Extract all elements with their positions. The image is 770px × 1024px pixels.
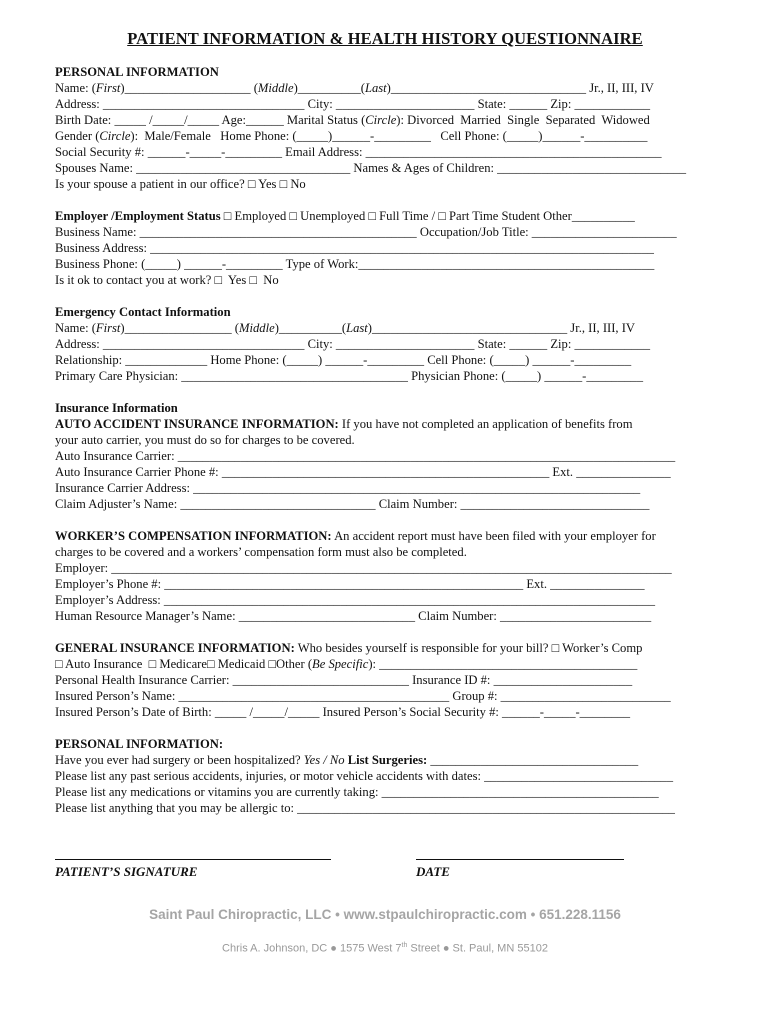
- spouse-patient-row[interactable]: Is your spouse a patient in our office? □ Yes □ No: [55, 177, 306, 191]
- general-insurance-intro[interactable]: GENERAL INSURANCE INFORMATION: Who besides yourself is responsible for your bill? □ Worker’s Comp: [55, 641, 643, 655]
- auto-carrier-phone-row[interactable]: Auto Insurance Carrier Phone #: ____________________________________________________ Ext. _______________: [55, 465, 671, 479]
- medications-row[interactable]: Please list any medications or vitamins you are currently taking: ____________________________________________: [55, 785, 659, 799]
- footer-clinic-info: Saint Paul Chiropractic, LLC • www.stpaulchiropractic.com • 651.228.1156: [149, 907, 621, 922]
- hr-manager-row[interactable]: Human Resource Manager’s Name: ____________________________ Claim Number: ________________________: [55, 609, 652, 623]
- emergency-name-row[interactable]: Name: (First)_________________ (Middle)__________(Last)_______________________________ Jr., II, III, IV: [55, 321, 636, 335]
- insured-dob-row[interactable]: Insured Person’s Date of Birth: _____ /_____/_____ Insured Person’s Social Security #: ______-_____-________: [55, 705, 631, 719]
- form-title: PATIENT INFORMATION & HEALTH HISTORY QUESTIONNAIRE: [127, 29, 643, 48]
- auto-insurance-intro-2: your auto carrier, you must do so for charges to be covered.: [55, 433, 355, 447]
- insured-name-row[interactable]: Insured Person’s Name: ___________________________________________ Group #: ___________________________: [55, 689, 671, 703]
- section-heading-personal: PERSONAL INFORMATION: [55, 65, 219, 79]
- employer-address-row[interactable]: Employer’s Address: ______________________________________________________________________________: [55, 593, 656, 607]
- business-phone-row[interactable]: Business Phone: (_____) ______-_________ Type of Work:_______________________________________________: [55, 257, 655, 271]
- section-heading-insurance: Insurance Information: [55, 401, 178, 415]
- health-carrier-row[interactable]: Personal Health Insurance Carrier: ____________________________ Insurance ID #: ______________________: [55, 673, 633, 687]
- accidents-row[interactable]: Please list any past serious accidents, injuries, or motor vehicle accidents with dates: ______________________________: [55, 769, 674, 783]
- spouse-children-row[interactable]: Spouses Name: __________________________________ Names & Ages of Children: ______________________________: [55, 161, 687, 175]
- insurance-type-row[interactable]: □ Auto Insurance □ Medicare□ Medicaid □Other (Be Specific): _________________________________________: [55, 657, 638, 671]
- date-line[interactable]: [416, 859, 624, 860]
- emergency-address-row[interactable]: Address: ________________________________ City: ______________________ State: ______ Zip: ____________: [55, 337, 651, 351]
- contact-at-work-row[interactable]: Is it ok to contact you at work? □ Yes □ No: [55, 273, 279, 287]
- patient-signature-label: PATIENT’S SIGNATURE: [55, 864, 198, 879]
- gender-phone-row[interactable]: Gender (Circle): Male/Female Home Phone: (_____)______-_________ Cell Phone: (_____)______-__________: [55, 129, 648, 143]
- bullet-icon: ●: [439, 942, 453, 955]
- ssn-email-row[interactable]: Social Security #: ______-_____-_________ Email Address: _______________________________________________: [55, 145, 662, 159]
- address-row[interactable]: Address: ________________________________ City: ______________________ State: ______ Zip: ____________: [55, 97, 651, 111]
- employer-row[interactable]: Employer: _________________________________________________________________________________________: [55, 561, 672, 575]
- physician-row[interactable]: Primary Care Physician: ____________________________________ Physician Phone: (_____) ______-_________: [55, 369, 644, 383]
- name-row[interactable]: Name: (First)____________________ (Middle)__________(Last)_______________________________ Jr., II, III, IV: [55, 81, 654, 95]
- auto-carrier-row[interactable]: Auto Insurance Carrier: _______________________________________________________________________________: [55, 449, 676, 463]
- section-heading-emergency: Emergency Contact Information: [55, 305, 231, 319]
- patient-signature-line[interactable]: [55, 859, 331, 860]
- workers-comp-intro: WORKER’S COMPENSATION INFORMATION: An accident report must have been filed with your employer for: [55, 529, 656, 543]
- section-heading-history: PERSONAL INFORMATION:: [55, 737, 224, 751]
- bullet-icon: ●: [327, 942, 340, 955]
- employer-phone-row[interactable]: Employer’s Phone #: _________________________________________________________ Ext. _______________: [55, 577, 645, 591]
- birth-marital-row[interactable]: Birth Date: _____ /_____/_____ Age:______ Marital Status (Circle): Divorced Married Single Separated Widowed: [55, 113, 650, 127]
- emergency-relationship-row[interactable]: Relationship: _____________ Home Phone: (_____) ______-_________ Cell Phone: (_____) ______-_________: [55, 353, 632, 367]
- business-address-row[interactable]: Business Address: ________________________________________________________________________________: [55, 241, 654, 255]
- allergies-row[interactable]: Please list anything that you may be allergic to: ____________________________________________________________: [55, 801, 675, 815]
- carrier-address-row[interactable]: Insurance Carrier Address: _______________________________________________________________________: [55, 481, 641, 495]
- business-name-row[interactable]: Business Name: ____________________________________________ Occupation/Job Title: _______________________: [55, 225, 677, 239]
- date-label: DATE: [416, 864, 450, 879]
- auto-insurance-intro: AUTO ACCIDENT INSURANCE INFORMATION: If you have not completed an application of benefits from: [55, 417, 633, 431]
- employment-status-row[interactable]: Employer /Employment Status □ Employed □ Unemployed □ Full Time / □ Part Time Student Other__________: [55, 209, 635, 223]
- surgery-row[interactable]: Have you ever had surgery or been hospitalized? Yes / No List Surgeries: _________________________________: [55, 753, 639, 767]
- claim-adjuster-row[interactable]: Claim Adjuster’s Name: _______________________________ Claim Number: ______________________________: [55, 497, 650, 511]
- workers-comp-intro-2: charges to be covered and a workers’ compensation form must also be completed.: [55, 545, 467, 559]
- footer-address: Chris A. Johnson, DC ● 1575 West 7th Street ● St. Paul, MN 55102: [222, 942, 548, 955]
